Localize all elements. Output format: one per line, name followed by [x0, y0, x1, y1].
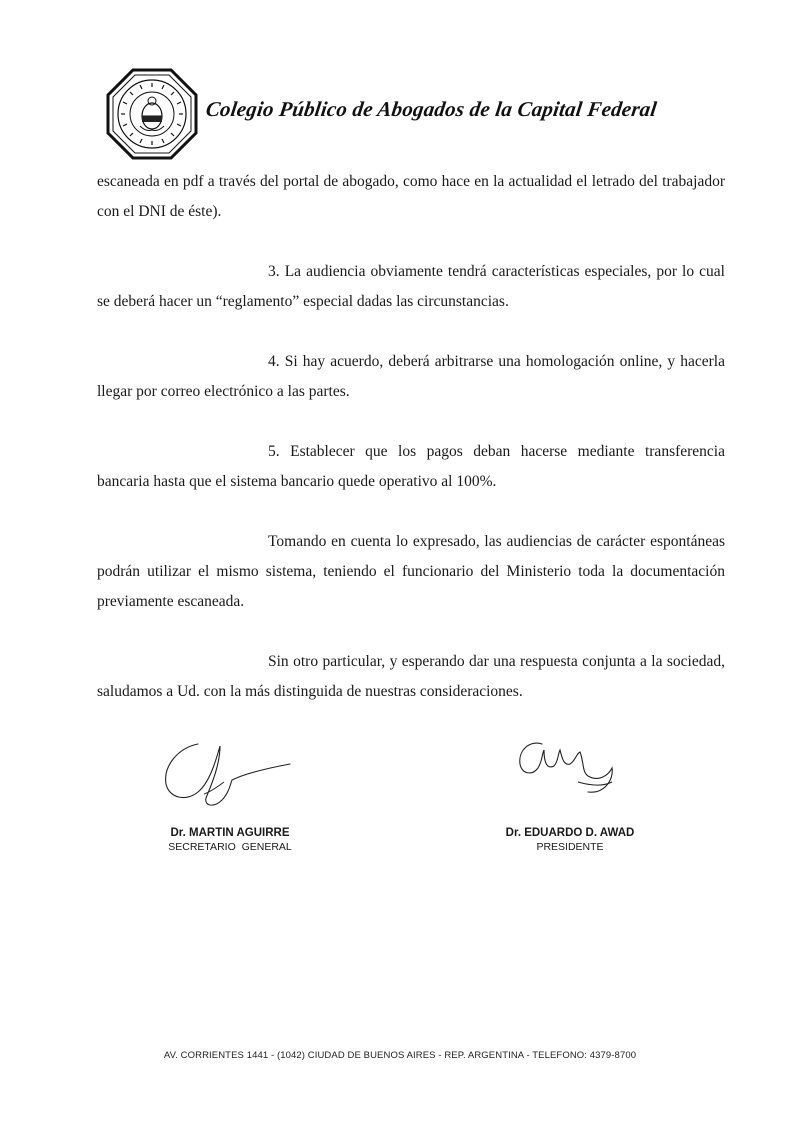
- paragraph-item-3: 3. La audiencia obviamente tendrá características especiales, por lo cual se deberá hacer un “reglamento” especial dadas las circunstancias.: [97, 263, 725, 310]
- paragraph-conclusion: Tomando en cuenta lo expresado, las audiencias de carácter espontáneas podrán utilizar el mismo sistema, teniendo el funcionario del Ministerio toda la documentación previamente escaneada.: [97, 533, 725, 610]
- paragraph-closing: Sin otro particular, y esperando dar una respuesta conjunta a la sociedad, saludamos a Ud. con la más distinguida de nuestras consideraciones.: [97, 653, 725, 700]
- signature-right: [512, 736, 617, 800]
- signatory-name: Dr. MARTIN AGUIRRE: [170, 827, 290, 839]
- signature-block-president: [485, 826, 655, 854]
- signature-left: [158, 736, 293, 814]
- organization-name: Colegio Público de Abogados de la Capital Federal: [204, 97, 659, 121]
- paragraph-continuation: escaneada en pdf a través del portal de abogado, como hace en la actualidad el letrado del trabajador con el DNI de éste).: [97, 173, 725, 220]
- signature-block-secretary: [145, 826, 315, 854]
- signatory-title: SECRETARIO GENERAL: [168, 841, 292, 853]
- signatory-name: Dr. EDUARDO D. AWAD: [505, 827, 635, 839]
- college-seal-logo: [106, 68, 198, 160]
- footer-address: AV. CORRIENTES 1441 - (1042) CIUDAD DE BUENOS AIRES - REP. ARGENTINA - TELEFONO: 4379-8700: [163, 1050, 637, 1061]
- letter-body: [97, 167, 725, 737]
- paragraph-item-4: 4. Si hay acuerdo, deberá arbitrarse una homologación online, y hacerla llegar por correo electrónico a las partes.: [97, 353, 725, 400]
- paragraph-item-5: 5. Establecer que los pagos deban hacerse mediante transferencia bancaria hasta que el sistema bancario quede operativo al 100%.: [97, 443, 725, 490]
- signatory-title: PRESIDENTE: [536, 841, 604, 853]
